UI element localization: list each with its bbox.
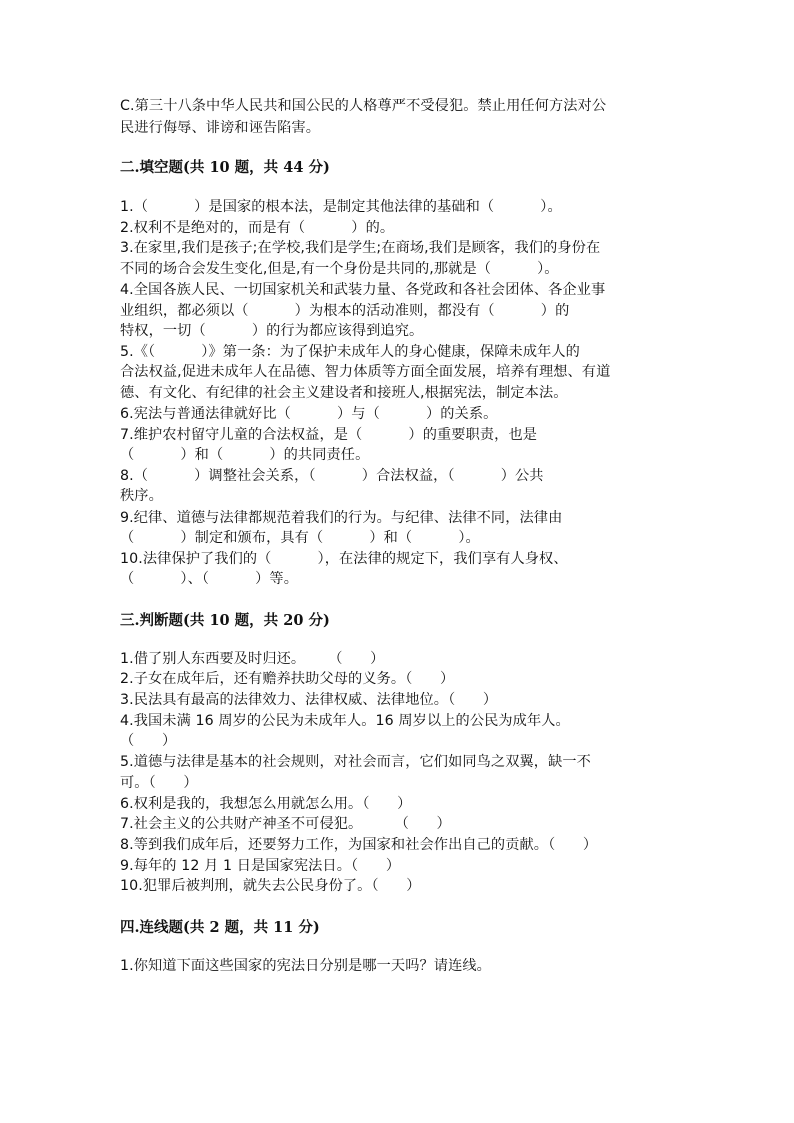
fill-line-8: 5.《（ ）》第一条：为了保护未成年人的身心健康，保障未成年人的 [120,344,580,360]
fill-line-12: 7.维护农村留守儿童的合法权益，是（ ）的重要职责，也是 [120,427,538,443]
judge-line-11: 9.每年的 12 月 1 日是国家宪法日。（ ） [120,858,401,874]
judge-line-5: （ ） [120,733,177,749]
intro-line-2: 民进行侮辱、诽谤和诬告陷害。 [120,120,321,136]
intro-line-1: C.第三十八条中华人民共和国公民的人格尊严不受侵犯。禁止用任何方法对公 [120,98,607,114]
fill-line-5: 4.全国各族人民、一切国家机关和武装力量、各党政和各社会团体、各企业事 [120,282,606,298]
fill-line-13: （ ）和（ ）的共同责任。 [120,447,370,463]
judge-line-7: 可。（ ） [120,775,198,791]
fill-line-1: 1.（ ）是国家的根本法，是制定其他法律的基础和（ ）。 [120,199,562,215]
fill-line-2: 2.权利不是绝对的，而是有（ ）的。 [120,220,395,236]
fill-line-19: （ ）、（ ）等。 [120,571,299,587]
fill-line-6: 业组织，都必须以（ ）为根本的活动准则，都没有（ ）的 [120,303,570,319]
fill-line-9: 合法权益,促进未成年人在品德、智力体质等方面全面发展，培养有理想、有道 [120,364,611,380]
judge-line-4: 4.我国未满 16 周岁的公民为未成年人。16 周岁以上的公民为成年人。 [120,713,570,729]
judge-line-9: 7.社会主义的公共财产神圣不可侵犯。 （ ） [120,816,451,832]
match-line-1: 1.你知道下面这些国家的宪法日分别是哪一天吗？请连线。 [120,958,491,974]
section-4-heading: 四.连线题(共 2 题，共 11 分) [120,919,320,936]
fill-line-4: 不同的场合会发生变化,但是,有一个身份是共同的,那就是（ ）。 [120,261,559,277]
judge-line-10: 8.等到我们成年后，还要努力工作，为国家和社会作出自己的贡献。（ ） [120,837,598,853]
fill-line-16: 9.纪律、道德与法律都规范着我们的行为。与纪律、法律不同，法律由 [120,510,563,526]
judge-line-12: 10.犯罪后被判刑，就失去公民身份了。（ ） [120,878,421,894]
judge-line-1: 1.借了别人东西要及时归还。 （ ） [120,651,385,667]
fill-line-18: 10.法律保护了我们的（ ），在法律的规定下，我们享有人身权、 [120,551,568,567]
fill-line-7: 特权，一切（ ）的行为都应该得到追究。 [120,323,424,339]
fill-line-3: 3.在家里,我们是孩子;在学校,我们是学生;在商场,我们是顾客，我们的身份在 [120,240,601,256]
fill-line-17: （ ）制定和颁布，具有（ ）和（ ）。 [120,530,480,546]
section-2-heading: 二.填空题(共 10 题，共 44 分) [120,159,330,176]
fill-line-10: 德、有文化、有纪律的社会主义建设者和接班人,根据宪法，制定本法。 [120,385,568,401]
section-3-heading: 三.判断题(共 10 题，共 20 分) [120,612,330,629]
fill-line-11: 6.宪法与普通法律就好比（ ）与（ ）的关系。 [120,406,498,422]
judge-line-3: 3.民法具有最高的法律效力、法律权威、法律地位。（ ） [120,692,498,708]
fill-line-15: 秩序。 [120,488,163,504]
judge-line-2: 2.子女在成年后，还有赡养扶助父母的义务。（ ） [120,671,455,687]
judge-line-8: 6.权利是我的，我想怎么用就怎么用。（ ） [120,796,412,812]
judge-line-6: 5.道德与法律是基本的社会规则，对社会而言，它们如同鸟之双翼，缺一不 [120,754,591,770]
fill-line-14: 8.（ ）调整社会关系，（ ）合法权益，（ ）公共 [120,468,544,484]
